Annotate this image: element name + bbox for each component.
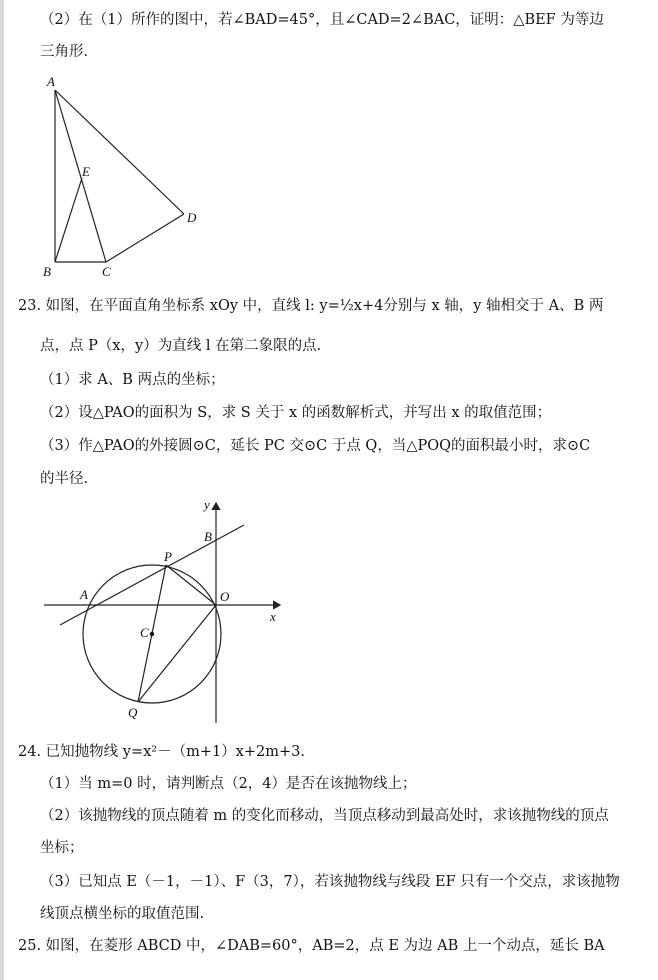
q23-line2: 点，点 P（x，y）为直线 l 在第二象限的点. xyxy=(40,338,322,354)
q23-line1: 23. 如图，在平面直角坐标系 xOy 中，直线 l: y=½x+4分别与 x 轴，y 轴相交于 A、B 两 xyxy=(18,298,604,314)
q23-part3-line1: （3）作△PAO的外接圆⊙C，延长 PC 交⊙C 于点 Q，当△POQ的面积最小时，求⊙C xyxy=(40,438,591,454)
label-x: x xyxy=(270,609,276,624)
q22-part2-line2: 三角形. xyxy=(40,44,89,60)
q24-part2-line2: 坐标； xyxy=(40,840,84,856)
label-C: C xyxy=(102,264,111,279)
q25-line1: 25. 如图，在菱形 ABCD 中，∠DAB=60°，AB=2，点 E 为边 AB 上一个动点，延长 BA xyxy=(18,938,605,954)
segment-CD xyxy=(106,214,184,262)
q24-part2-line1: （2）该抛物线的顶点随着 m 的变化而移动，当顶点移动到最高处时，求该抛物线的顶点 xyxy=(40,808,609,824)
q23-part1: （1）求 A、B 两点的坐标； xyxy=(40,372,225,388)
label-y: y xyxy=(204,497,210,512)
q23-part3-line2: 的半径. xyxy=(40,471,89,487)
page-edge xyxy=(0,0,4,980)
center-point-C xyxy=(150,632,154,636)
label-A: A xyxy=(47,74,55,89)
label-O: O xyxy=(220,589,230,604)
q23-figure xyxy=(40,495,300,727)
q22-figure xyxy=(38,72,208,282)
label-D: D xyxy=(187,210,197,225)
q24-part3-line2: 线顶点横坐标的取值范围. xyxy=(40,906,205,922)
q24-part3-line1: （3）已知点 E（－1，－1）、F（3，7），若该抛物线与线段 EF 只有一个交点，求该抛物 xyxy=(40,874,620,890)
label-C: C xyxy=(140,625,149,640)
segment-QO xyxy=(138,605,216,702)
label-E: E xyxy=(82,164,90,179)
segment-PO xyxy=(166,565,216,605)
q22-part2-line1: （2）在（1）所作的图中，若∠BAD=45°，且∠CAD=2∠BAC，证明：△BEF 为等边 xyxy=(40,12,604,28)
label-Q: Q xyxy=(128,705,138,720)
label-B: B xyxy=(43,264,51,279)
segment-BE xyxy=(55,178,82,262)
label-A: A xyxy=(80,587,88,602)
q24-line1: 24. 已知抛物线 y=x²－（m+1）x+2m+3. xyxy=(18,744,306,760)
q23-part2: （2）设△PAO的面积为 S，求 S 关于 x 的函数解析式，并写出 x 的取值范围； xyxy=(40,405,552,421)
segment-AD xyxy=(55,90,184,214)
q24-part1: （1）当 m=0 时，请判断点（2，4）是否在该抛物线上； xyxy=(40,776,417,792)
label-P: P xyxy=(164,549,172,564)
label-B: B xyxy=(204,529,212,544)
segment-AC xyxy=(55,90,106,262)
